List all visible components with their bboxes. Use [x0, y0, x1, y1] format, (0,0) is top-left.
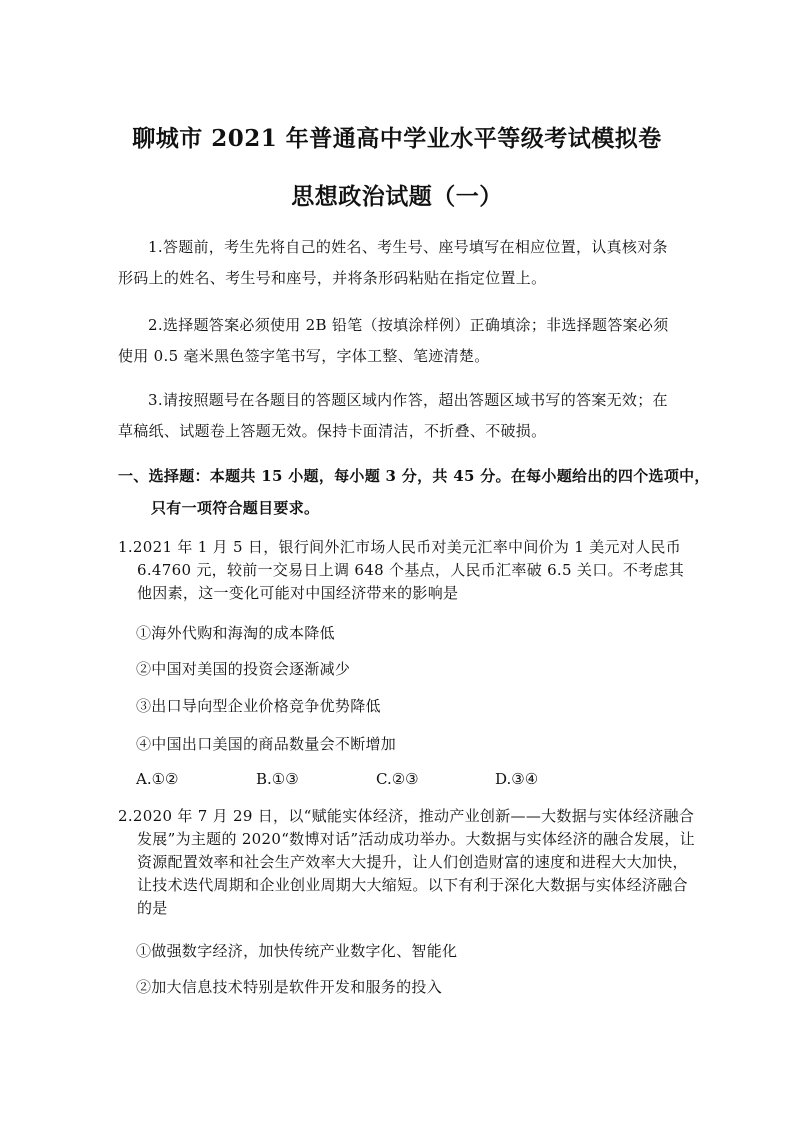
choice-d: D.③④ — [495, 770, 539, 788]
question-2-item-1: ①做强数字经济，加快传统产业数字化、智能化 — [136, 942, 458, 960]
instruction-1: 1.答题前，考生先将自己的姓名、考生号、座号填写在相应位置，认真核对条形码上的姓名、考生号和座号，并将条形码粘贴在指定位置上。 — [118, 238, 668, 287]
instruction-3: 3.请按照题号在各题目的答题区域内作答，超出答题区域书写的答案无效；在草稿纸、试题卷上答题无效。保持卡面清洁，不折叠、不破损。 — [118, 391, 668, 440]
question-1-stem: 1.2021 年 1 月 5 日，银行间外汇市场人民币对美元汇率中间价为 1 美元对人民币 6.4760 元，较前一交易日上调 648 个基点，人民币汇率破 6.5 关口。不考虑其他因素，这一变化可能对中国经济带来的影响是 — [118, 538, 685, 602]
choice-c: C.②③ — [376, 770, 419, 788]
section-heading: 一、选择题：本题共 15 小题，每小题 3 分，共 45 分。在每小题给出的四个选项中，只有一项符合题目要求。 — [118, 467, 710, 517]
choice-b: B.①③ — [256, 770, 299, 788]
question-1-choices — [136, 770, 656, 792]
question-1-item-2: ②中国对美国的投资会逐渐减少 — [136, 660, 351, 678]
question-2-stem: 2.2020 年 7 月 29 日，以“赋能实体经济，推动产业创新——大数据与实体经济融合发展”为主题的 2020“数博对话”活动成功举办。大数据与实体经济的融合发展，让资源配置效率和社会生产效率大大提升，让人们创造财富的速度和进程大大加快，让技术迭代周期和企业创业周期大大缩短。以下有利于深化大数据与实体经济融合的是 — [118, 807, 695, 917]
question-2-item-2: ②加大信息技术特别是软件开发和服务的投入 — [136, 978, 443, 996]
question-1-item-3: ③出口导向型企业价格竞争优势降低 — [136, 697, 381, 715]
question-1-item-1: ①海外代购和海淘的成本降低 — [136, 624, 335, 642]
exam-subtitle: 思想政治试题（一） — [291, 183, 503, 210]
exam-title: 聊城市 2021 年普通高中学业水平等级考试模拟卷 — [132, 125, 662, 152]
question-1-item-4: ④中国出口美国的商品数量会不断增加 — [136, 735, 397, 753]
choice-a: A.①② — [136, 770, 179, 788]
instruction-2: 2.选择题答案必须使用 2B 铅笔（按填涂样例）正确填涂；非选择题答案必须使用 0.5 毫米黑色签字笔书写，字体工整、笔迹清楚。 — [118, 316, 669, 365]
